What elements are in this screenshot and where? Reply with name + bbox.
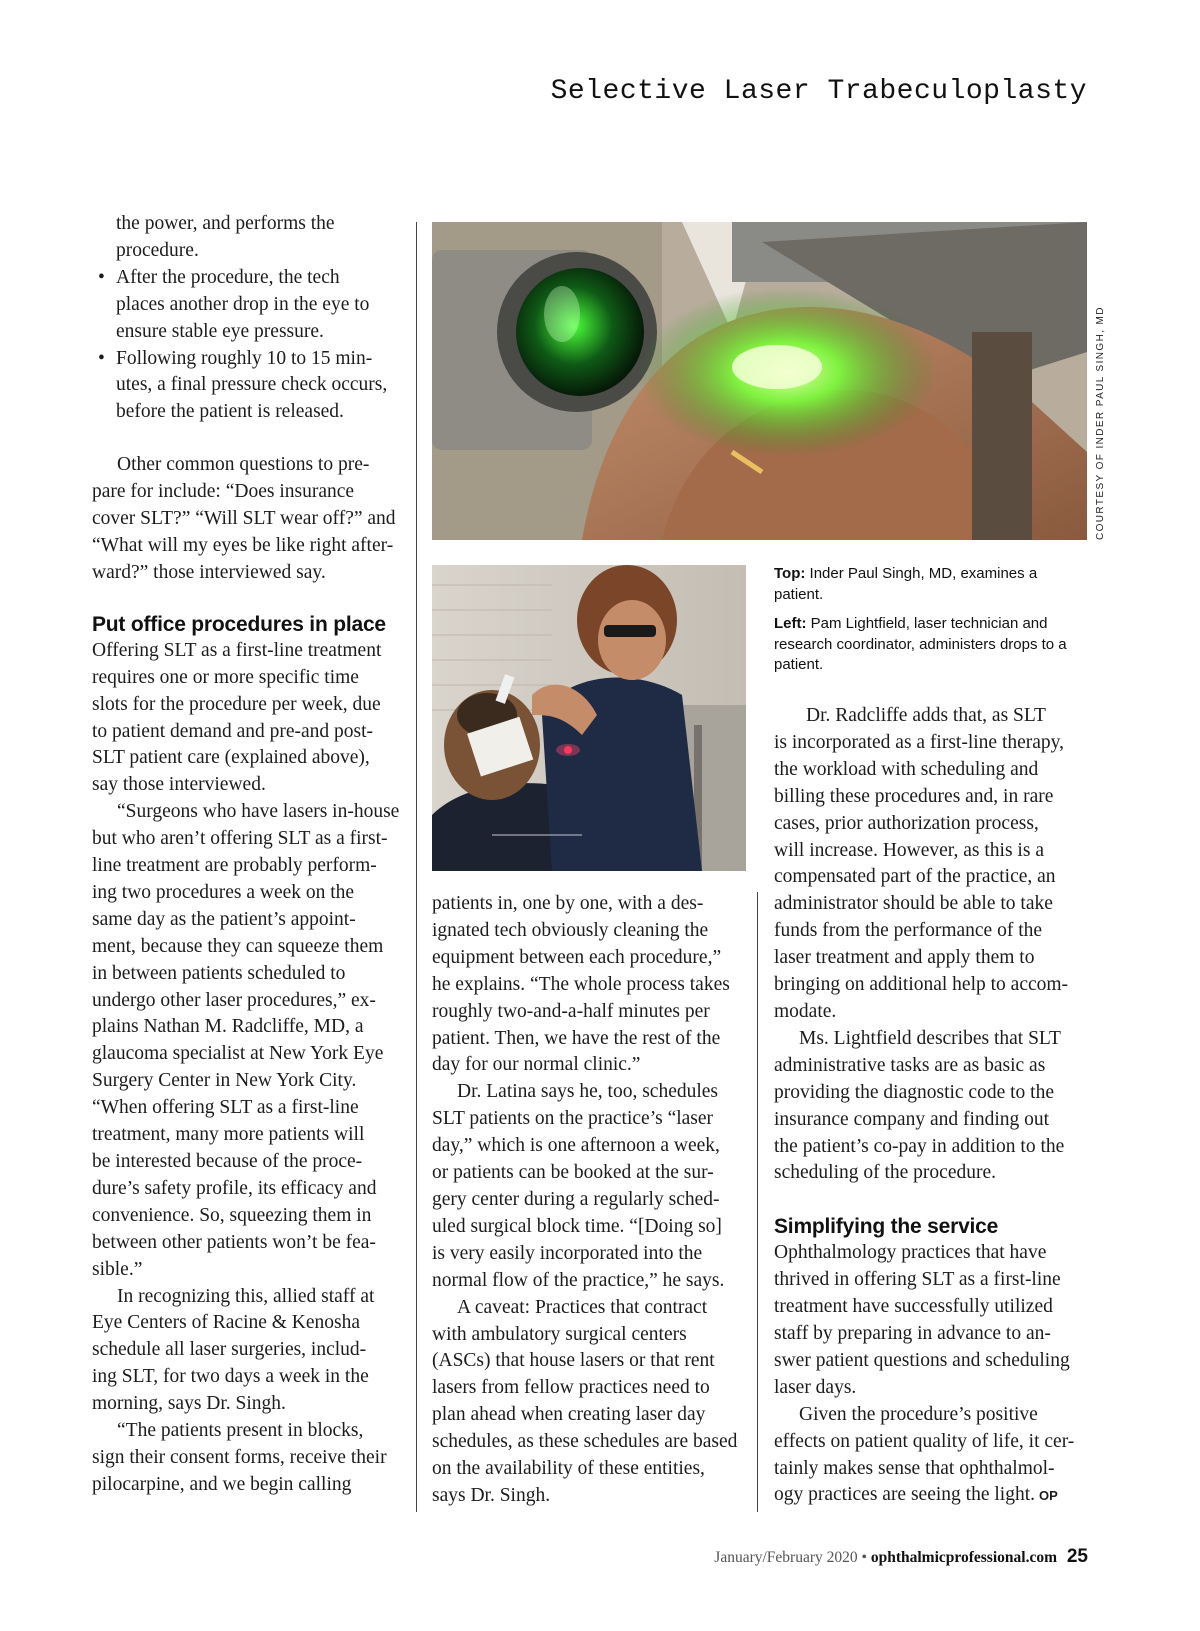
text-line: Dr. Radcliffe adds that, as SLT <box>806 705 1046 726</box>
text-line: between other patients won’t be fea- <box>92 1231 376 1253</box>
paragraph <box>774 1402 1094 1511</box>
text-line: After the procedure, the tech <box>116 266 340 288</box>
text-line: same day as the patient’s appoint- <box>92 908 356 930</box>
caption-label: Left: <box>774 615 807 632</box>
text-line: “The patients present in blocks, <box>117 1420 364 1442</box>
photo-caption <box>774 564 1074 685</box>
text-line: administrative tasks are as basic as <box>774 1054 1046 1076</box>
text-line: sible.” <box>92 1258 143 1280</box>
text-line: ignated tech obviously cleaning the <box>432 919 709 941</box>
photo-credit: COURTESY OF INDER PAUL SINGH, MD <box>1095 306 1106 540</box>
text-line: A caveat: Practices that contract <box>457 1296 708 1318</box>
paragraph <box>774 703 1094 1026</box>
text-line: compensated part of the practice, an <box>774 866 1056 888</box>
text-line: Following roughly 10 to 15 min- <box>116 347 373 369</box>
paragraph <box>92 1284 407 1419</box>
text-line: ment, because they can squeeze them <box>92 935 384 957</box>
text-line: (ASCs) that house lasers or that rent <box>432 1350 715 1372</box>
text-line: lasers from fellow practices need to <box>432 1377 710 1399</box>
text-line: patient. Then, we have the rest of the <box>432 1027 721 1049</box>
text-line: he explains. “The whole process takes <box>432 973 730 995</box>
text-line: roughly two-and-a-half minutes per <box>432 1000 710 1022</box>
section-heading: Put office procedures in place <box>92 612 386 636</box>
text-line: requires one or more specific time <box>92 666 359 688</box>
op-end-mark: OP <box>1038 1488 1058 1504</box>
text-line: patients in, one by one, with a des- <box>432 893 704 914</box>
text-line: slots for the procedure per week, due <box>92 693 381 715</box>
text-line: tainly makes sense that ophthalmol- <box>774 1457 1055 1479</box>
text-line: Eye Centers of Racine & Kenosha <box>92 1312 361 1334</box>
text-line: on the availability of these entities, <box>432 1458 705 1480</box>
text-line: ensure stable eye pressure. <box>116 320 324 342</box>
text-line: the patient’s co-pay in addition to the <box>774 1135 1065 1157</box>
text-line: day,” which is one afternoon a week, <box>432 1135 720 1157</box>
text-line: providing the diagnostic code to the <box>774 1081 1054 1103</box>
text-line: scheduling of the procedure. <box>774 1162 997 1184</box>
paragraph <box>92 1418 407 1499</box>
text-line: “When offering SLT as a first-line <box>92 1097 359 1119</box>
paragraph <box>92 638 407 799</box>
text-line: undergo other laser procedures,” ex- <box>92 989 376 1011</box>
text-line: cover SLT?” “Will SLT wear off?” and <box>92 508 396 530</box>
text-line: is incorporated as a first-line therapy, <box>774 731 1065 753</box>
text-line: Ophthalmology practices that have <box>774 1242 1047 1264</box>
text-line: say those interviewed. <box>92 774 266 796</box>
text-line: ing SLT, for two days a week in the <box>92 1366 369 1388</box>
column-3 <box>774 703 1094 1510</box>
text-line: schedules, as these schedules are based <box>432 1431 738 1453</box>
text-line: modate. <box>774 1000 837 1022</box>
text-line: equipment between each procedure,” <box>432 946 722 968</box>
caption-label: Top: <box>774 565 806 582</box>
text-line: the workload with scheduling and <box>774 758 1039 780</box>
text-line: ward?” those interviewed say. <box>92 561 326 583</box>
text-line: in between patients scheduled to <box>92 962 346 984</box>
running-head: Selective Laser Trabeculoplasty <box>550 76 1087 107</box>
text-line: billing these procedures and, in rare <box>774 785 1054 807</box>
column-rule <box>416 222 417 1512</box>
text-line: “What will my eyes be like right after- <box>92 534 394 556</box>
text-line: pilocarpine, and we begin calling <box>92 1473 352 1495</box>
site-url: ophthalmicprofessional.com <box>870 1549 1057 1566</box>
page-footer <box>714 1546 1088 1568</box>
paragraph <box>92 799 407 1283</box>
text-line: administrator should be able to take <box>774 893 1053 915</box>
separator: • <box>861 1549 867 1566</box>
text-line: Dr. Latina says he, too, schedules <box>457 1081 719 1103</box>
page-number: 25 <box>1066 1546 1088 1567</box>
text-line: funds from the performance of the <box>774 920 1043 942</box>
paragraph <box>432 1295 752 1510</box>
text-line: laser days. <box>774 1376 857 1398</box>
paragraph <box>92 452 407 587</box>
text-line: to patient demand and pre-and post- <box>92 720 374 742</box>
caption-top <box>774 564 1074 605</box>
text-line: pare for include: “Does insurance <box>92 481 355 503</box>
text-line: insurance company and finding out <box>774 1108 1050 1130</box>
text-line: says Dr. Singh. <box>432 1484 551 1506</box>
text-line: line treatment are probably perform- <box>92 855 377 877</box>
text-line: is very easily incorporated into the <box>432 1242 703 1264</box>
top-photo <box>432 222 1087 540</box>
text-line: the power, and performs the <box>116 213 335 234</box>
bullet-icon: • <box>98 266 105 288</box>
text-line: plan ahead when creating laser day <box>432 1404 706 1426</box>
text-line: will increase. However, as this is a <box>774 839 1044 861</box>
text-line: ing two procedures a week on the <box>92 881 355 903</box>
text-line: Other common questions to pre- <box>117 454 370 476</box>
paragraph <box>774 1026 1094 1187</box>
text-line: SLT patients on the practice’s “laser <box>432 1108 714 1130</box>
text-line: gery center during a regularly sched- <box>432 1188 720 1210</box>
text-line: convenience. So, squeezing them in <box>92 1204 372 1226</box>
bullet-icon: • <box>98 347 105 369</box>
text-line: Offering SLT as a first-line treatment <box>92 639 382 661</box>
list-item <box>92 265 407 346</box>
caption-text: Inder Paul Singh, MD, examines a patient. <box>774 565 1038 603</box>
text-line: sign their consent forms, receive their <box>92 1446 387 1468</box>
paragraph <box>432 891 752 1079</box>
text-line: day for our normal clinic.” <box>432 1054 641 1076</box>
text-line: before the patient is released. <box>116 401 344 423</box>
text-line: Ms. Lightfield describes that SLT <box>799 1027 1061 1049</box>
paragraph <box>774 1240 1094 1401</box>
text-line: uled surgical block time. “[Doing so] <box>432 1215 722 1237</box>
text-line: cases, prior authorization process, <box>774 812 1039 834</box>
paragraph <box>432 1079 752 1294</box>
text-line: treatment, many more patients will <box>92 1124 365 1146</box>
text-line: treatment have successfully utilized <box>774 1296 1053 1318</box>
text-line: bringing on additional help to accom- <box>774 974 1069 996</box>
text-line: swer patient questions and scheduling <box>774 1349 1070 1371</box>
text-line: SLT patient care (explained above), <box>92 747 370 769</box>
text-line: laser treatment and apply them to <box>774 947 1035 969</box>
caption-text: Pam Lightfield, laser technician and research coordinator, administers drops to a patient. <box>774 615 1067 673</box>
text-line: places another drop in the eye to <box>116 293 370 315</box>
text-line: utes, a final pressure check occurs, <box>116 374 388 396</box>
list-continuation <box>92 211 407 265</box>
text-line: normal flow of the practice,” he says. <box>432 1269 725 1291</box>
text-line: Surgery Center in New York City. <box>92 1070 357 1092</box>
column-2 <box>432 891 752 1510</box>
text-line: schedule all laser surgeries, includ- <box>92 1339 367 1361</box>
text-line: procedure. <box>116 239 199 261</box>
text-line: “Surgeons who have lasers in-house <box>117 801 400 823</box>
text-line: Given the procedure’s positive <box>799 1403 1038 1425</box>
text-line: glaucoma specialist at New York Eye <box>92 1043 384 1065</box>
list-item <box>92 346 407 427</box>
section-heading: Simplifying the service <box>774 1215 999 1239</box>
column-1 <box>92 211 407 1499</box>
caption-left <box>774 614 1074 676</box>
text-line: but who aren’t offering SLT as a first- <box>92 828 388 850</box>
text-line: dure’s safety profile, its efficacy and <box>92 1177 377 1199</box>
text-line: be interested because of the proce- <box>92 1151 363 1172</box>
text-line: morning, says Dr. Singh. <box>92 1393 286 1415</box>
column-rule <box>757 892 758 1512</box>
text-line <box>774 1482 1094 1510</box>
text-line: thrived in offering SLT as a first-line <box>774 1269 1061 1291</box>
text-line: plains Nathan M. Radcliffe, MD, a <box>92 1016 364 1038</box>
text-line: with ambulatory surgical centers <box>432 1323 687 1345</box>
text-fragment: ogy practices are seeing the light. <box>774 1484 1035 1506</box>
text-line: or patients can be booked at the sur- <box>432 1162 714 1184</box>
issue-date: January/February 2020 <box>714 1549 858 1566</box>
text-line: effects on patient quality of life, it cer- <box>774 1430 1075 1452</box>
text-line: staff by preparing in advance to an- <box>774 1323 1051 1345</box>
left-photo <box>432 565 746 871</box>
text-line: In recognizing this, allied staff at <box>117 1285 375 1307</box>
